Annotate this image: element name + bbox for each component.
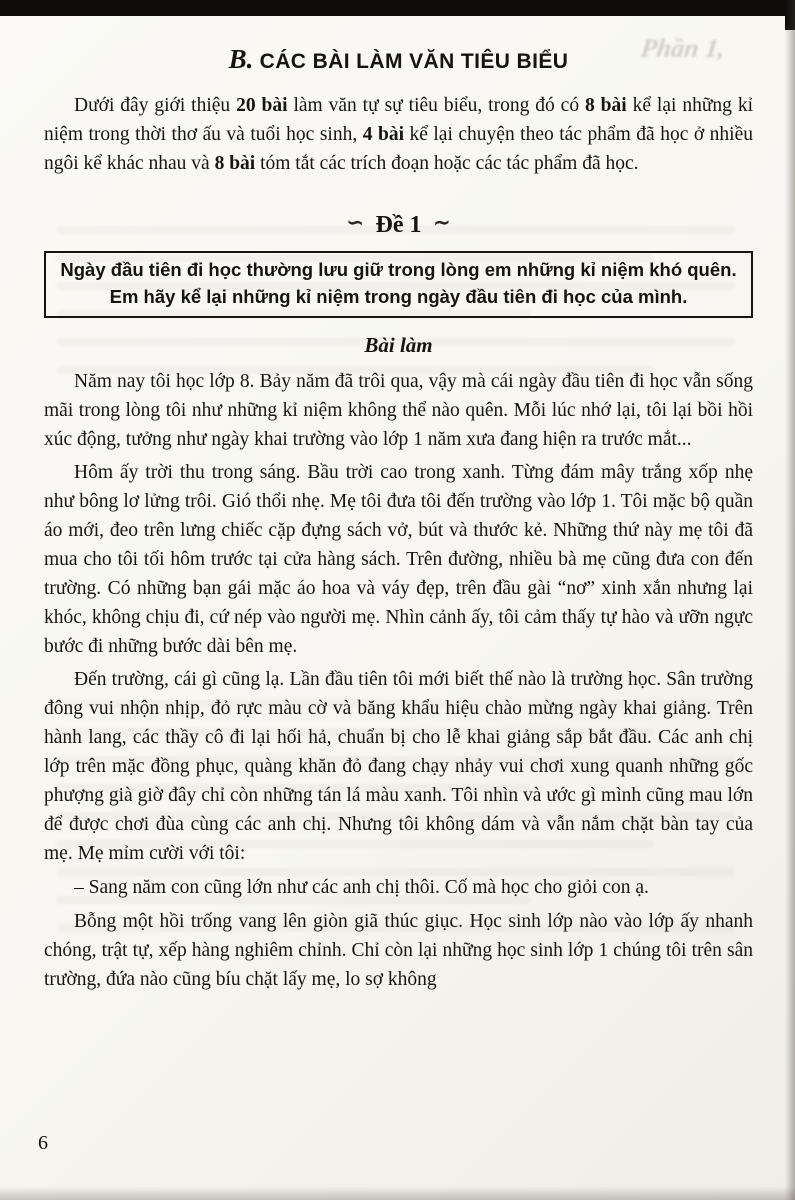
intro-text-run: Dưới đây giới thiệu bbox=[74, 95, 237, 116]
essay-body bbox=[44, 367, 753, 994]
intro-bold-run: 4 bài bbox=[362, 124, 404, 145]
intro-paragraph bbox=[44, 91, 753, 178]
intro-text-run: làm văn tự sự tiêu biểu, trong đó có bbox=[287, 95, 585, 116]
bleedthrough-handwriting: Phần 1, bbox=[639, 34, 728, 63]
intro-block bbox=[44, 91, 753, 178]
intro-text-run: kể lại những kỉ niệm trong thời thơ ấu và tuổi học sinh, bbox=[44, 95, 753, 145]
essay-paragraph: Hôm ấy trời thu trong sáng. Bầu trời cao trong xanh. Từng đám mây trắng xốp nhẹ như bông lơ lửng trôi. Gió thổi nhẹ. Mẹ tôi đưa tôi đến trường vào lớp 1. Tôi mặc bộ quần áo mới, đeo trên lưng chiếc cặp đựng sách vở, bút và thước kẻ. Những thứ này mẹ tôi đã mua cho tôi tối hôm trước tại cửa hàng sách. Trên đường, nhiều bà mẹ cũng đưa con đến trường. Có những bạn gái mặc áo hoa và váy đẹp, trên đầu gài “nơ” xinh xắn nhưng lại khóc, không chịu đi, cứ nép vào người mẹ. Nhìn cảnh ấy, tôi cảm thấy tự hào và ưỡn ngực bước đi những bước dài bên mẹ. bbox=[44, 462, 753, 657]
exercise-label: Đề 1 bbox=[375, 212, 422, 238]
section-letter: B. bbox=[228, 44, 254, 74]
dialogue-line: – Sang năm con cũng lớn như các anh chị thôi. Cố mà học cho giỏi con ạ. bbox=[74, 877, 649, 898]
page-content bbox=[44, 16, 753, 998]
scan-corner-edge bbox=[785, 0, 795, 30]
essay-prompt-text: Ngày đầu tiên đi học thường lưu giữ trong lòng em những kỉ niệm khó quên. Em hãy kể lại những kỉ niệm trong ngày đầu tiên đi học của mình. bbox=[60, 259, 737, 307]
ornament-right-icon: ∼ bbox=[433, 212, 451, 234]
intro-bold-run: 8 bài bbox=[214, 153, 256, 174]
essay-prompt-box bbox=[44, 251, 753, 318]
essay-paragraph: Đến trường, cái gì cũng lạ. Lần đầu tiên tôi mới biết thế nào là trường học. Sân trường đông vui nhộn nhịp, đỏ rực màu cờ và băng khẩu hiệu chào mừng ngày khai giảng. Trên hành lang, các thầy cô đi lại hối hả, chuẩn bị cho lễ khai giảng sắp bắt đầu. Các anh chị lớp trên mặc đồng phục, quàng khăn đỏ đang chạy nhảy vui chơi xung quanh những gốc phượng già giờ đây chỉ còn những tán lá màu xanh. Tôi nhìn và ước gì mình cũng mau lớn để được chơi đùa cùng các anh chị. Nhưng tôi không dám và vẫn nắm chặt bàn tay của mẹ. Mẹ mỉm cười với tôi: bbox=[44, 669, 753, 864]
page-number: 6 bbox=[38, 1132, 48, 1154]
scan-bottom-shadow bbox=[0, 1186, 795, 1200]
section-title bbox=[44, 44, 753, 75]
scan-right-shadow bbox=[785, 0, 795, 1200]
essay-paragraph: Bỗng một hồi trống vang lên giòn giã thúc giục. Học sinh lớp nào vào lớp ấy nhanh chóng, trật tự, xếp hàng nghiêm chỉnh. Chỉ còn lại những học sinh lớp 1 chúng tôi trên sân trường, đứa nào cũng bíu chặt lấy mẹ, lo sợ không bbox=[44, 911, 753, 990]
intro-bold-run: 20 bài bbox=[236, 95, 288, 116]
intro-text-run: kể lại chuyện theo tác phẩm đã học ở nhiều ngôi kể khác nhau và bbox=[44, 124, 754, 174]
ornament-left-icon: ∽ bbox=[346, 212, 364, 234]
essay-body-heading: Bài làm bbox=[364, 333, 433, 357]
intro-text-run: tóm tắt các trích đoạn hoặc các tác phẩm đã học. bbox=[255, 153, 639, 174]
essay-paragraph: Năm nay tôi học lớp 8. Bảy năm đã trôi qua, vậy mà cái ngày đầu tiên đi học vẫn sống mãi trong lòng tôi như những kỉ niệm không thể nào quên. Mỗi lúc nhớ lại, tôi lại bồi hồi xúc động, tưởng như ngày khai trường vào lớp 1 năm xưa đang hiện ra trước mắt... bbox=[44, 371, 753, 450]
intro-bold-run: 8 bài bbox=[585, 95, 627, 116]
exercise-heading bbox=[44, 212, 753, 239]
section-title-text: CÁC BÀI LÀM VĂN TIÊU BIỂU bbox=[253, 50, 569, 73]
scan-top-edge bbox=[0, 0, 795, 16]
